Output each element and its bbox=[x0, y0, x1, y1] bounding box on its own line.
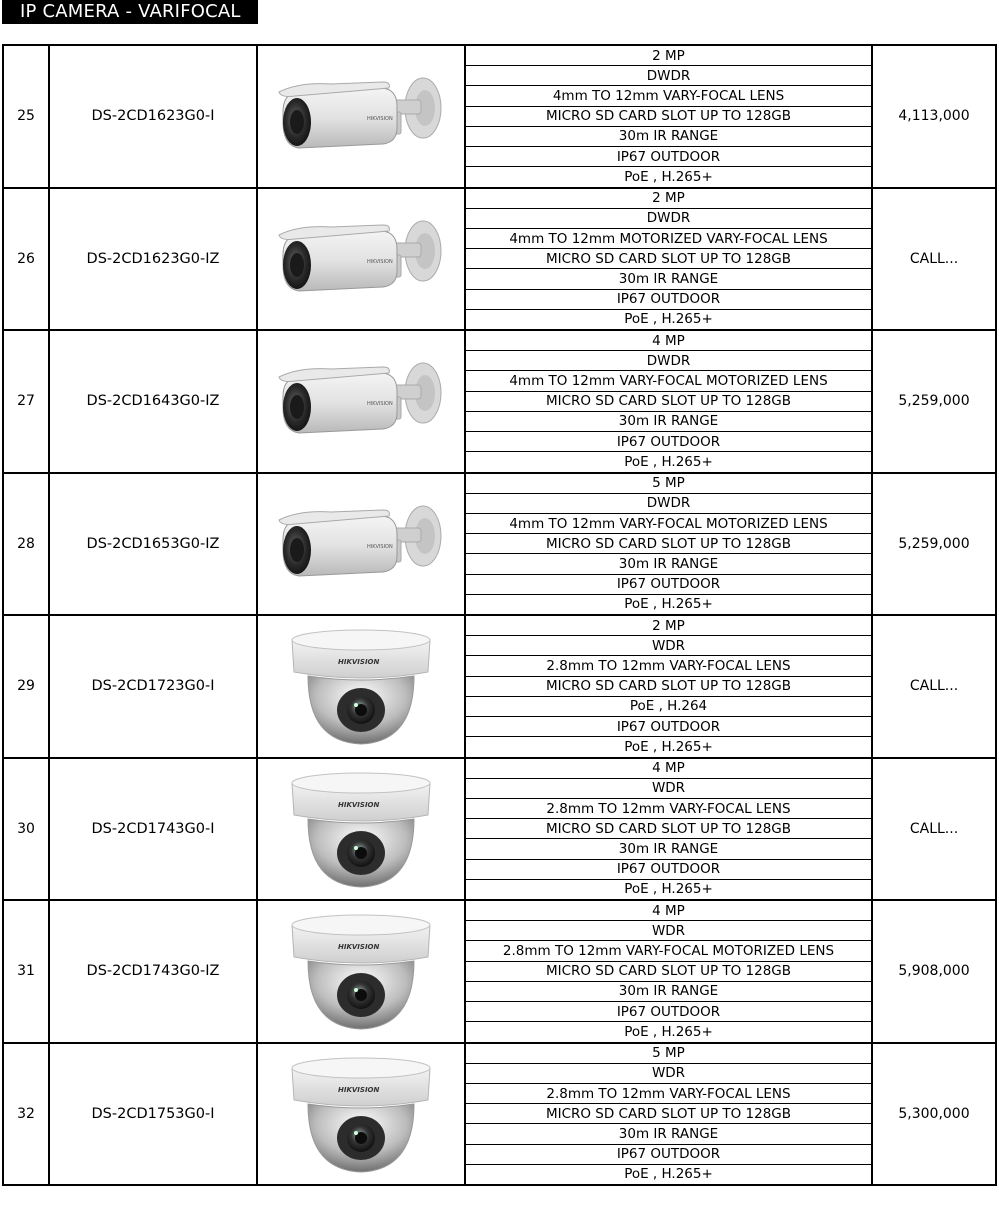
brand-logo: HIKVISION bbox=[338, 1085, 380, 1094]
spec-item: WDR bbox=[466, 779, 871, 799]
spec-item: 4mm TO 12mm MOTORIZED VARY-FOCAL LENS bbox=[466, 229, 871, 249]
product-model: DS-2CD1723G0-I bbox=[50, 616, 258, 757]
spec-list bbox=[466, 901, 873, 1042]
spec-item: 2.8mm TO 12mm VARY-FOCAL LENS bbox=[466, 799, 871, 819]
product-number: 26 bbox=[4, 189, 50, 330]
spec-item: 4mm TO 12mm VARY-FOCAL MOTORIZED LENS bbox=[466, 514, 871, 534]
spec-item: MICRO SD CARD SLOT UP TO 128GB bbox=[466, 962, 871, 982]
spec-item: 5 MP bbox=[466, 1044, 871, 1064]
table-row bbox=[2, 614, 997, 759]
product-price: 5,300,000 bbox=[898, 1105, 970, 1122]
spec-item: WDR bbox=[466, 1064, 871, 1084]
product-number: 30 bbox=[4, 759, 50, 900]
spec-item: 30m IR RANGE bbox=[466, 982, 871, 1002]
dome-camera-icon bbox=[258, 759, 466, 900]
spec-item: IP67 OUTDOOR bbox=[466, 1002, 871, 1022]
spec-item: IP67 OUTDOOR bbox=[466, 575, 871, 595]
spec-list bbox=[466, 189, 873, 330]
table-row bbox=[2, 44, 997, 189]
spec-list bbox=[466, 331, 873, 472]
product-model: DS-2CD1643G0-IZ bbox=[50, 331, 258, 472]
spec-item: 4 MP bbox=[466, 759, 871, 779]
product-number: 28 bbox=[4, 474, 50, 615]
product-price: 5,908,000 bbox=[898, 963, 970, 980]
page-title: IP CAMERA - VARIFOCAL bbox=[2, 0, 258, 24]
product-model: DS-2CD1653G0-IZ bbox=[50, 474, 258, 615]
bullet-camera-icon bbox=[258, 189, 466, 330]
product-price: CALL... bbox=[909, 820, 959, 837]
spec-item: PoE , H.264 bbox=[466, 697, 871, 717]
spec-item: IP67 OUTDOOR bbox=[466, 147, 871, 167]
bullet-camera-icon bbox=[258, 46, 466, 187]
spec-item: 2 MP bbox=[466, 616, 871, 636]
spec-list bbox=[466, 46, 873, 187]
spec-list bbox=[466, 1044, 873, 1185]
spec-list bbox=[466, 616, 873, 757]
spec-item: 4 MP bbox=[466, 901, 871, 921]
spec-item: 30m IR RANGE bbox=[466, 554, 871, 574]
spec-item: IP67 OUTDOOR bbox=[466, 290, 871, 310]
spec-item: PoE , H.265+ bbox=[624, 1023, 713, 1040]
svg-text:HIKVISION: HIKVISION bbox=[367, 543, 393, 550]
product-price: 5,259,000 bbox=[898, 535, 970, 552]
spec-item: 4mm TO 12mm VARY-FOCAL MOTORIZED LENS bbox=[466, 371, 871, 391]
spec-item: DWDR bbox=[466, 209, 871, 229]
spec-item: PoE , H.265+ bbox=[624, 596, 713, 613]
spec-item: 30m IR RANGE bbox=[466, 839, 871, 859]
spec-item: MICRO SD CARD SLOT UP TO 128GB bbox=[466, 249, 871, 269]
spec-item: IP67 OUTDOOR bbox=[466, 1145, 871, 1165]
spec-item: MICRO SD CARD SLOT UP TO 128GB bbox=[466, 107, 871, 127]
spec-item: 30m IR RANGE bbox=[466, 269, 871, 289]
spec-item: 30m IR RANGE bbox=[466, 412, 871, 432]
spec-item: IP67 OUTDOOR bbox=[466, 860, 871, 880]
spec-item: PoE , H.265+ bbox=[624, 881, 713, 898]
spec-item: IP67 OUTDOOR bbox=[466, 432, 871, 452]
product-table bbox=[2, 44, 997, 1186]
spec-item: MICRO SD CARD SLOT UP TO 128GB bbox=[466, 392, 871, 412]
table-row bbox=[2, 329, 997, 474]
dome-camera-icon bbox=[258, 1044, 466, 1185]
product-number: 32 bbox=[4, 1044, 50, 1185]
spec-item: MICRO SD CARD SLOT UP TO 128GB bbox=[466, 534, 871, 554]
product-number: 29 bbox=[4, 616, 50, 757]
table-row bbox=[2, 899, 997, 1044]
spec-item: 4 MP bbox=[466, 331, 871, 351]
svg-text:HIKVISION: HIKVISION bbox=[367, 401, 393, 408]
spec-item: MICRO SD CARD SLOT UP TO 128GB bbox=[466, 1104, 871, 1124]
spec-item: DWDR bbox=[466, 66, 871, 86]
spec-item: DWDR bbox=[466, 351, 871, 371]
table-row bbox=[2, 757, 997, 902]
spec-item: MICRO SD CARD SLOT UP TO 128GB bbox=[466, 677, 871, 697]
product-model: DS-2CD1623G0-IZ bbox=[50, 189, 258, 330]
svg-text:HIKVISION: HIKVISION bbox=[367, 116, 393, 123]
spec-item: 2.8mm TO 12mm VARY-FOCAL MOTORIZED LENS bbox=[466, 941, 871, 961]
spec-list bbox=[466, 759, 873, 900]
table-row bbox=[2, 472, 997, 617]
product-price: 4,113,000 bbox=[898, 108, 970, 125]
spec-item: PoE , H.265+ bbox=[624, 311, 713, 328]
product-model: DS-2CD1753G0-I bbox=[50, 1044, 258, 1185]
spec-item: 30m IR RANGE bbox=[466, 1124, 871, 1144]
spec-item: 2 MP bbox=[466, 46, 871, 66]
spec-item: 30m IR RANGE bbox=[466, 127, 871, 147]
bullet-camera-icon bbox=[258, 331, 466, 472]
spec-item: 2.8mm TO 12mm VARY-FOCAL LENS bbox=[466, 1084, 871, 1104]
spec-item: WDR bbox=[466, 921, 871, 941]
table-row bbox=[2, 1042, 997, 1187]
spec-item: PoE , H.265+ bbox=[624, 453, 713, 470]
dome-camera-icon bbox=[258, 901, 466, 1042]
spec-item: 2 MP bbox=[466, 189, 871, 209]
product-price: CALL... bbox=[909, 678, 959, 695]
product-price: 5,259,000 bbox=[898, 393, 970, 410]
spec-item: 2.8mm TO 12mm VARY-FOCAL LENS bbox=[466, 656, 871, 676]
dome-camera-icon bbox=[258, 616, 466, 757]
product-number: 25 bbox=[4, 46, 50, 187]
product-number: 27 bbox=[4, 331, 50, 472]
spec-item: 4mm TO 12mm VARY-FOCAL LENS bbox=[466, 86, 871, 106]
spec-item: PoE , H.265+ bbox=[624, 1166, 713, 1183]
spec-item: WDR bbox=[466, 636, 871, 656]
spec-item: 5 MP bbox=[466, 474, 871, 494]
spec-item: MICRO SD CARD SLOT UP TO 128GB bbox=[466, 819, 871, 839]
product-model: DS-2CD1743G0-IZ bbox=[50, 901, 258, 1042]
product-price: CALL... bbox=[909, 250, 959, 267]
spec-list bbox=[466, 474, 873, 615]
svg-text:HIKVISION: HIKVISION bbox=[367, 258, 393, 265]
product-number: 31 bbox=[4, 901, 50, 1042]
bullet-camera-icon bbox=[258, 474, 466, 615]
brand-logo: HIKVISION bbox=[338, 658, 380, 667]
spec-item: IP67 OUTDOOR bbox=[466, 717, 871, 737]
product-model: DS-2CD1743G0-I bbox=[50, 759, 258, 900]
product-model: DS-2CD1623G0-I bbox=[50, 46, 258, 187]
table-row bbox=[2, 187, 997, 332]
spec-item: DWDR bbox=[466, 494, 871, 514]
spec-item: PoE , H.265+ bbox=[624, 168, 713, 185]
spec-item: PoE , H.265+ bbox=[624, 738, 713, 755]
brand-logo: HIKVISION bbox=[338, 943, 380, 952]
brand-logo: HIKVISION bbox=[338, 800, 380, 809]
